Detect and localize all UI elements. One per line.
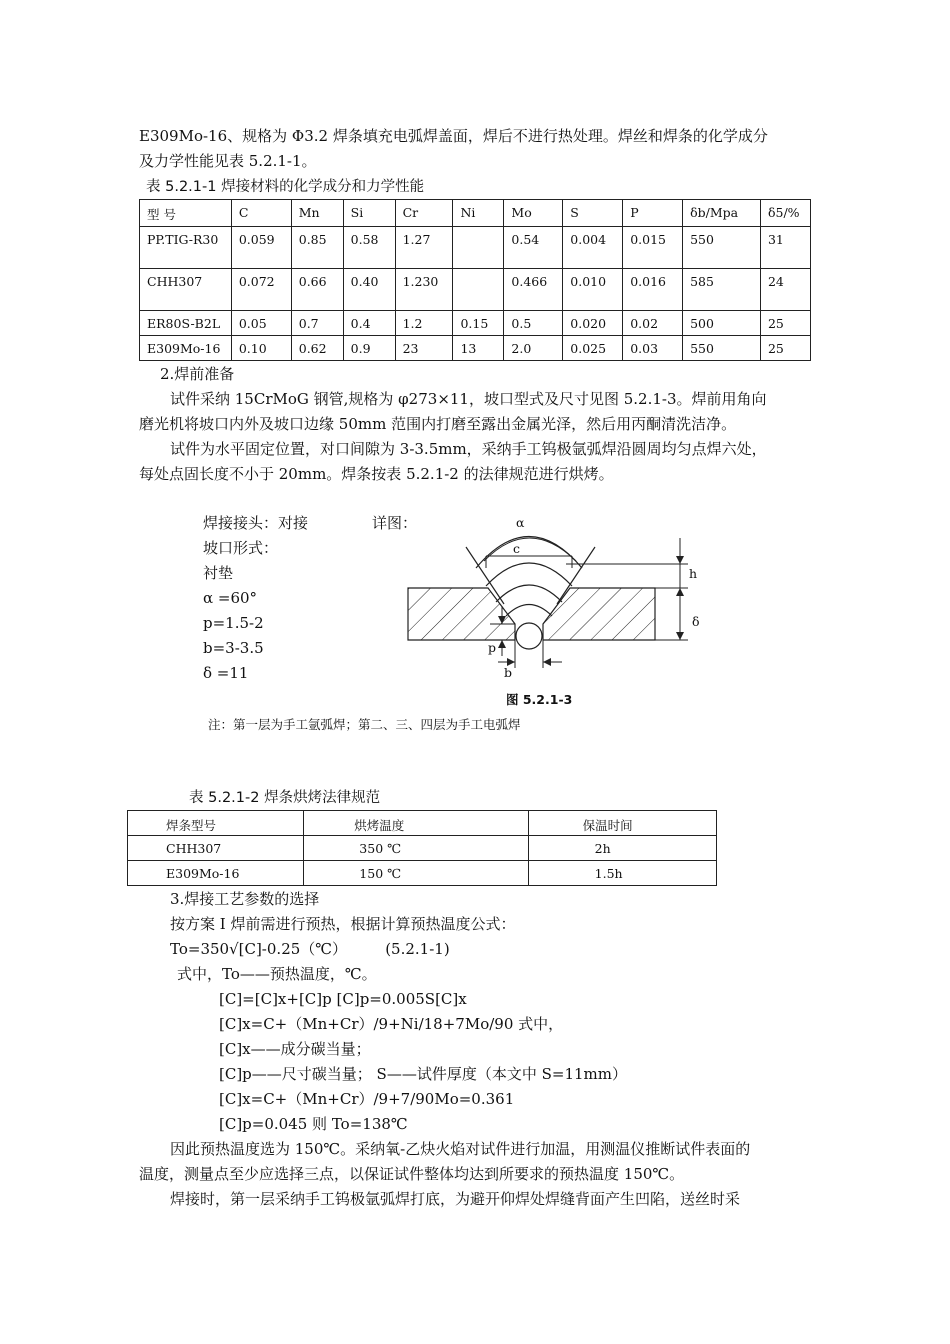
- right-plate: [543, 588, 655, 640]
- table-cell: 0.010: [563, 269, 623, 311]
- table2-header: 烘烤温度: [304, 811, 528, 836]
- table-cell: 0.072: [231, 269, 291, 311]
- table1-header: Cr: [395, 200, 453, 227]
- weld-layer-2: [496, 585, 562, 602]
- table-cell: 25: [760, 311, 810, 336]
- figure-caption: 图 5.2.1-3: [506, 692, 573, 707]
- table-row: [128, 836, 717, 861]
- table1-header: S: [563, 200, 623, 227]
- table-cell: 1.230: [395, 269, 453, 311]
- section3-line2: 式中，To——预热温度，℃。: [177, 965, 377, 983]
- table-cell: 0.020: [563, 311, 623, 336]
- table1-header: Si: [343, 200, 395, 227]
- section2-para2-line1: 试件为水平固定位置，对口间隙为 3-3.5mm，采纳手工钨极氩弧焊沿圆周均匀点焊六处，: [170, 440, 767, 458]
- table-cell: 1.27: [395, 227, 453, 269]
- fig-b-value: b=3-3.5: [203, 639, 264, 657]
- fig-label-b: b: [504, 665, 513, 680]
- table-cell: PP.TIG-R30: [140, 227, 232, 269]
- table-cell: 550: [683, 336, 761, 361]
- table-cell: 0.059: [231, 227, 291, 269]
- table-cell: 0.466: [504, 269, 563, 311]
- table1-header: Mo: [504, 200, 563, 227]
- table2-header: 保温时间: [528, 811, 716, 836]
- intro-line-1: E309Mo-16、规格为 Φ3.2 焊条填充电弧焊盖面，焊后不进行热处理。焊丝和焊条的化学成分: [139, 127, 768, 145]
- table-cell: 0.4: [343, 311, 395, 336]
- table1-header: δ5/%: [760, 200, 810, 227]
- weld-layer-3: [486, 563, 572, 586]
- table1-header: C: [231, 200, 291, 227]
- formula-line-1: [C]=[C]x+[C]p [C]p=0.005S[C]x: [219, 990, 467, 1008]
- table-row: [128, 861, 717, 886]
- table-cell: 0.025: [563, 336, 623, 361]
- table-cell: 0.02: [623, 311, 683, 336]
- table-cell: 0.40: [343, 269, 395, 311]
- fig-joint-type: 焊接接头：对接: [203, 514, 309, 532]
- table-cell: 0.9: [343, 336, 395, 361]
- table-cell: 500: [683, 311, 761, 336]
- table1-header: Mn: [291, 200, 343, 227]
- table-cell: E309Mo-16: [140, 336, 232, 361]
- table-cell: 0.66: [291, 269, 343, 311]
- table1-header: P: [623, 200, 683, 227]
- fig-label-c: c: [513, 541, 521, 556]
- table-cell: 0.10: [231, 336, 291, 361]
- table2-header-row: [128, 811, 717, 836]
- table-cell: 550: [683, 227, 761, 269]
- table-cell: 1.2: [395, 311, 453, 336]
- table-cell: 25: [760, 336, 810, 361]
- table-cell: 1.5h: [528, 861, 716, 886]
- table1-header: 型 号: [140, 200, 232, 227]
- fig-label-h: h: [689, 566, 698, 581]
- formula-line-4: [C]p——尺寸碳当量； S——试件厚度（本文中 S=11mm）: [219, 1065, 627, 1083]
- root-pass: [516, 623, 542, 649]
- table-cell: 0.05: [231, 311, 291, 336]
- formula-line-6: [C]p=0.045 则 To=138℃: [219, 1115, 408, 1133]
- formula-line-2: [C]x=C+（Mn+Cr）/9+Ni/18+7Mo/90 式中，: [219, 1015, 564, 1033]
- table2-header: 焊条型号: [128, 811, 304, 836]
- table2-caption: 表 5.2.1-2 焊条烘烤法律规范: [189, 790, 381, 806]
- section2-para1-line2: 磨光机将坡口内外及坡口边缘 50mm 范围内打磨至露出金属光泽，然后用丙酮清洗洁净。: [139, 415, 737, 433]
- table-cell: 0.62: [291, 336, 343, 361]
- table-cell: 150 ℃: [304, 861, 528, 886]
- fig-backing: 衬垫: [203, 564, 234, 582]
- fig-alpha-value: α =60°: [203, 589, 258, 607]
- section3-para1-line2: 温度，测量点至少应选择三点，以保证试件整体均达到所要求的预热温度 150℃。: [139, 1165, 685, 1183]
- table-cell: E309Mo-16: [128, 861, 304, 886]
- fig-groove-form: 坡口形式：: [203, 539, 279, 557]
- table-cell: 350 ℃: [304, 836, 528, 861]
- intro-line-2: 及力学性能见表 5.2.1-1。: [139, 152, 317, 170]
- weld-layer-1: [506, 605, 552, 617]
- fig-detail-label: 详图：: [372, 514, 418, 532]
- section3-line1: 按方案 I 焊前需进行预热，根据计算预热温度公式：: [170, 915, 516, 933]
- table-cell: 23: [395, 336, 453, 361]
- section3-para1-line1: 因此预热温度选为 150℃。采纳氧-乙炔火焰对试件进行加温，用测温仪推断试件表面的: [170, 1140, 751, 1158]
- table-cell: 13: [453, 336, 504, 361]
- table-cell: 0.85: [291, 227, 343, 269]
- table-cell: 0.016: [623, 269, 683, 311]
- table-cell: ER80S-B2L: [140, 311, 232, 336]
- table-cell: 31: [760, 227, 810, 269]
- table1-header: Ni: [453, 200, 504, 227]
- section3-heading: 3.焊接工艺参数的选择: [170, 890, 320, 908]
- table-cell: 0.015: [623, 227, 683, 269]
- fig-delta-value: δ =11: [203, 664, 249, 682]
- table-cell: 0.54: [504, 227, 563, 269]
- section3-para2-line1: 焊接时，第一层采纳手工钨极氩弧焊打底，为避开仰焊处焊缝背面产生凹陷，送丝时采: [170, 1190, 741, 1208]
- formula-line-5: [C]x=C+（Mn+Cr）/9+7/90Mo=0.361: [219, 1090, 515, 1108]
- table-cell: 24: [760, 269, 810, 311]
- table-cell: 0.15: [453, 311, 504, 336]
- formula-line-3: [C]x——成分碳当量；: [219, 1040, 371, 1058]
- table-cell: 0.03: [623, 336, 683, 361]
- fig-p-value: p=1.5-2: [203, 614, 264, 632]
- table1-caption: 表 5.2.1-1 焊接材料的化学成分和力学性能: [146, 179, 425, 195]
- table-cell: 2.0: [504, 336, 563, 361]
- table-cell: 0.5: [504, 311, 563, 336]
- section2-para2-line2: 每处点固长度不小于 20mm。焊条按表 5.2.1-2 的法律规范进行烘烤。: [139, 465, 614, 483]
- table-cell: 0.004: [563, 227, 623, 269]
- preheat-formula: To=350√[C]-0.25（℃） (5.2.1-1): [170, 940, 450, 958]
- fig-label-p: p: [488, 640, 497, 655]
- section2-para1-line1: 试件采纳 15CrMoG 钢管,规格为 φ273×11，坡口型式及尺寸见图 5.2.1-3。焊前用角向: [170, 390, 767, 408]
- table-cell: 2h: [528, 836, 716, 861]
- section2-heading: 2.焊前准备: [160, 365, 235, 383]
- table-cell: 585: [683, 269, 761, 311]
- table-cell: CHH307: [128, 836, 304, 861]
- alpha-arc: [484, 538, 576, 561]
- table-cell: CHH307: [140, 269, 232, 311]
- fig-label-alpha: α: [516, 515, 525, 530]
- fig-label-delta: δ: [692, 614, 700, 629]
- table2: [127, 810, 717, 886]
- figure-note: 注：第一层为手工氩弧焊；第二、三、四层为手工电弧焊: [208, 717, 521, 732]
- table-cell: 0.7: [291, 311, 343, 336]
- table-cell: 0.58: [343, 227, 395, 269]
- table1-header: δb/Mpa: [683, 200, 761, 227]
